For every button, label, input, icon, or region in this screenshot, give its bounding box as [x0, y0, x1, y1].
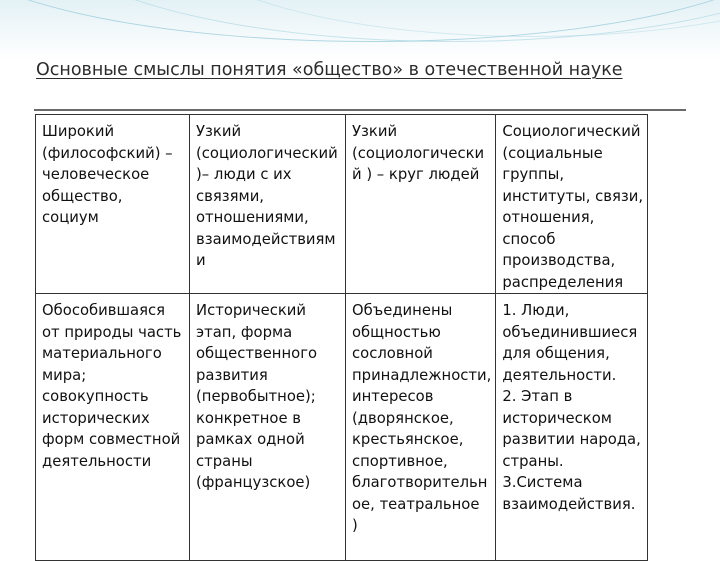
slide-title: Основные смыслы понятия «общество» в отечественной науке	[36, 60, 623, 80]
table-cell: Узкий (социологически й ) – круг людей	[346, 115, 496, 294]
table-cell: Широкий (философский) – человеческое общество, социум	[36, 115, 190, 294]
society-meanings-table	[35, 114, 648, 561]
slide-header-decoration	[0, 0, 720, 60]
table-cell: Социологический (социальные группы, институты, связи, отношения, способ производства, распределения	[496, 115, 648, 294]
table-cell: Узкий (социологический )– люди с их связями, отношениями, взаимодействиям и	[190, 115, 346, 294]
table-cell: Исторический этап, форма общественного развития (первобытное); конкретное в рамках одной страны (французское)	[190, 294, 346, 561]
table-cell: 1. Люди, объединившиеся для общения, деятельности. 2. Этап в историческом развитии народа, страны. 3.Система взаимодействия.	[496, 294, 648, 561]
table-row	[36, 115, 648, 294]
table-cell: Объединены общностью сословной принадлежности, интересов (дворянское, крестьянское, спортивное, благотворительн ое, театральное )	[346, 294, 496, 561]
table-cell: Обособившаяся от природы часть материального мира; совокупность исторических форм совместной деятельности	[36, 294, 190, 561]
table-row	[36, 294, 648, 561]
title-underline-rule	[34, 109, 686, 111]
